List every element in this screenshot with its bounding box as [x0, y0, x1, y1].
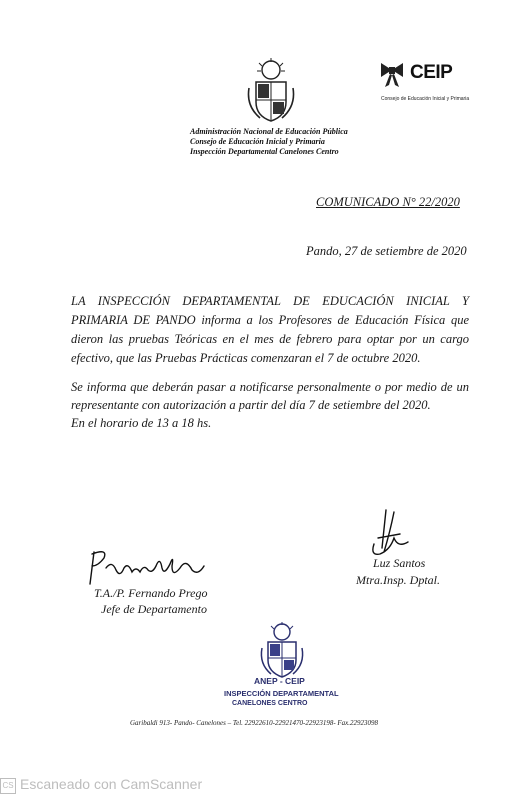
signatory-name-left: T.A./P. Fernando Prego — [94, 586, 208, 600]
letterhead-line: Administración Nacional de Educación Pública — [190, 127, 348, 136]
signature-right-icon — [364, 508, 412, 560]
ceip-logo-text: CEIP — [410, 62, 453, 83]
camscanner-badge-icon: CS — [0, 778, 16, 794]
scanner-watermark — [0, 776, 202, 794]
coat-of-arms-icon — [246, 58, 296, 124]
signatory-name-right: Luz Santos — [373, 556, 426, 570]
letterhead-line: Consejo de Educación Inicial y Primaria — [190, 137, 325, 146]
footer-address: Garibaldi 913- Pando- Canelones – Tel. 22922610-22921470-22923198- Fax.22923098 — [130, 719, 379, 727]
signatory-title-right: Mtra.Insp. Dptal. — [356, 573, 440, 587]
stamp-coat-of-arms-icon — [258, 622, 306, 680]
body-paragraph: LA INSPECCIÓN DEPARTAMENTAL DE EDUCACIÓN INICIAL Y PRIMARIA DE PANDO informa a los Profesores de Educación Física que dieron las pruebas Teóricas en el mes de febrero para optar por un cargo efectivo, que las Pruebas Prácticas comenzaran el 7 de octubre 2020. — [71, 294, 469, 365]
body-line: Se informa que deberán pasar a notificarse personalmente o por medio de un representante con autorización a partir del día 7 de setiembre del 2020. — [71, 380, 469, 412]
letterhead-line: Inspección Departamental Canelones Centro — [190, 147, 339, 156]
letterhead — [190, 127, 348, 157]
signature-left-icon — [88, 544, 208, 586]
date-line: Pando, 27 de setiembre de 2020 — [306, 244, 467, 258]
signatory-title-left: Jefe de Departamento — [101, 602, 207, 616]
stamp-line: INSPECCIÓN DEPARTAMENTAL — [224, 689, 339, 698]
stamp-line: CANELONES CENTRO — [232, 700, 308, 707]
stamp-line: ANEP - CEIP — [254, 676, 305, 686]
watermark-text: Escaneado con CamScanner — [20, 776, 203, 792]
body-line: En el horario de 13 a 18 hs. — [71, 416, 212, 430]
body-paragraph — [71, 378, 469, 432]
document-reference: COMUNICADO N° 22/2020 — [316, 195, 460, 209]
ceip-logo-subtitle: Consejo de Educación Inicial y Primaria — [381, 96, 470, 102]
ceip-bow-icon — [378, 60, 406, 88]
